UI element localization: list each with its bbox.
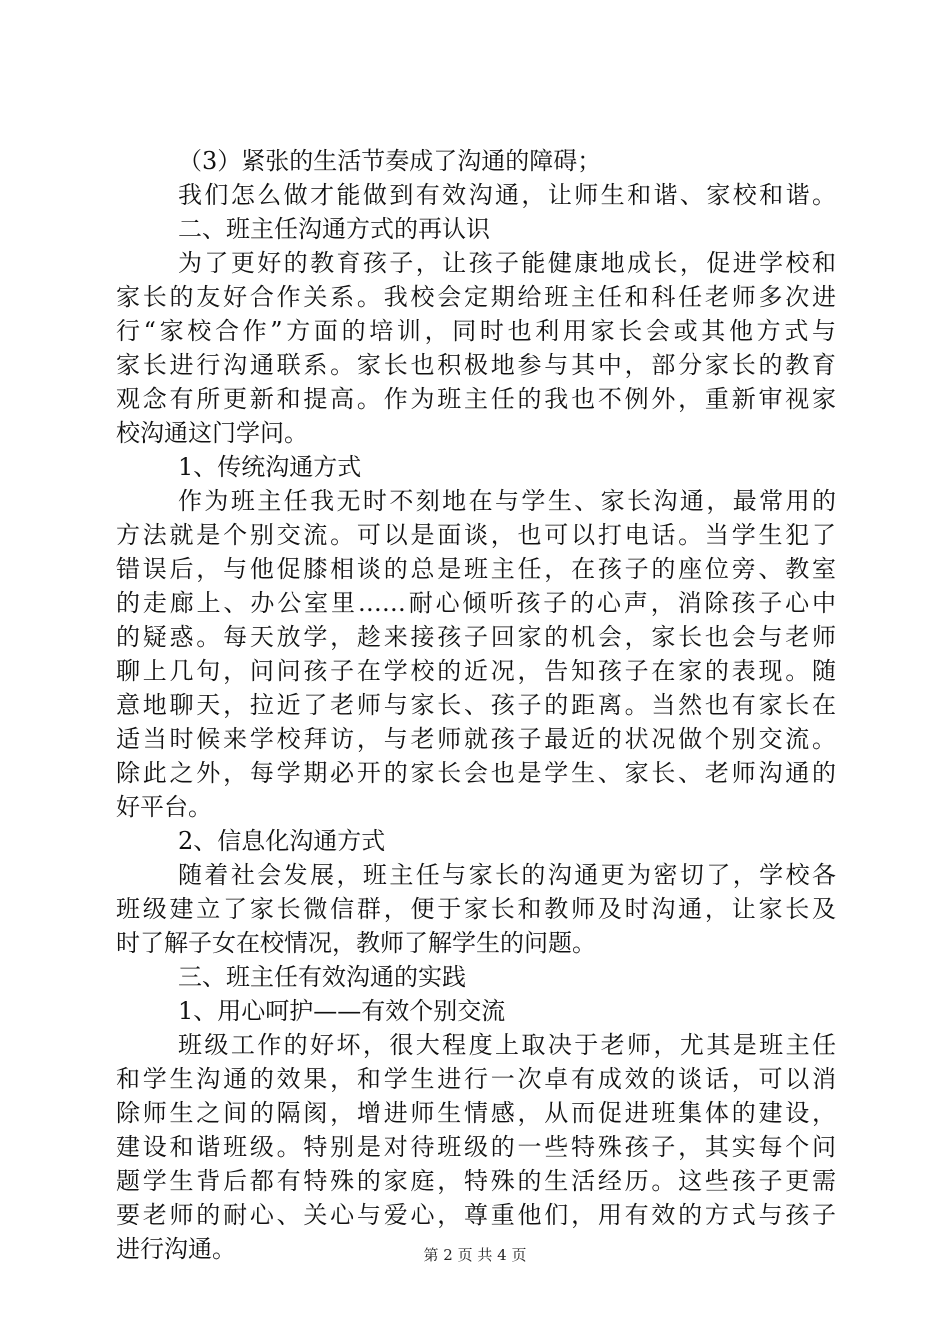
text-line: 家长进行沟通联系。家长也积极地参与其中，部分家长的教育 xyxy=(116,351,836,379)
text-line: 好平台。 xyxy=(116,793,212,821)
text-line: 行“家校合作”方面的培训，同时也利用家长会或其他方式与 xyxy=(116,317,836,345)
text-line: 聊上几句，问问孩子在学校的近况，告知孩子在家的表现。随 xyxy=(116,657,836,685)
text-line: 适当时候来学校拜访，与老师就孩子最近的状况做个别交流。 xyxy=(116,725,836,753)
text-line: 班级工作的好坏，很大程度上取决于老师，尤其是班主任 xyxy=(178,1031,836,1059)
text-line: 校沟通这门学问。 xyxy=(116,419,308,447)
document-body xyxy=(116,144,836,1266)
text-line: 作为班主任我无时不刻地在与学生、家长沟通，最常用的 xyxy=(178,487,836,515)
text-line: 二、班主任沟通方式的再认识 xyxy=(178,215,490,243)
text-line: 随着社会发展，班主任与家长的沟通更为密切了，学校各 xyxy=(178,861,836,889)
text-line: 要老师的耐心、关心与爱心，尊重他们，用有效的方式与孩子 xyxy=(116,1201,836,1229)
text-line: 1、传统沟通方式 xyxy=(178,453,362,481)
text-line: 三、班主任有效沟通的实践 xyxy=(178,963,466,991)
text-line: 建设和谐班级。特别是对待班级的一些特殊孩子，其实每个问 xyxy=(116,1133,836,1161)
page-footer: 第 2 页 共 4 页 xyxy=(423,1246,527,1264)
text-line: 除师生之间的隔阂，增进师生情感，从而促进班集体的建设， xyxy=(116,1099,836,1127)
text-line: 2、信息化沟通方式 xyxy=(178,827,386,855)
text-line: 除此之外，每学期必开的家长会也是学生、家长、老师沟通的 xyxy=(116,759,836,787)
text-line: 观念有所更新和提高。作为班主任的我也不例外，重新审视家 xyxy=(116,385,836,413)
text-line: 和学生沟通的效果，和学生进行一次卓有成效的谈话，可以消 xyxy=(116,1065,836,1093)
text-line: 的疑惑。每天放学，趁来接孩子回家的机会，家长也会与老师 xyxy=(116,623,836,651)
text-line: （3）紧张的生活节奏成了沟通的障碍； xyxy=(178,147,602,175)
text-line: 题学生背后都有特殊的家庭，特殊的生活经历。这些孩子更需 xyxy=(116,1167,836,1195)
text-line: 意地聊天，拉近了老师与家长、孩子的距离。当然也有家长在 xyxy=(116,691,836,719)
text-line: 班级建立了家长微信群，便于家长和教师及时沟通，让家长及 xyxy=(116,895,836,923)
text-line: 的走廊上、办公室里……耐心倾听孩子的心声，消除孩子心中 xyxy=(116,589,836,617)
text-line: 时了解子女在校情况，教师了解学生的问题。 xyxy=(116,929,596,957)
text-line: 家长的友好合作关系。我校会定期给班主任和科任老师多次进 xyxy=(116,283,836,311)
text-line: 进行沟通。 xyxy=(116,1235,236,1263)
text-line: 为了更好的教育孩子，让孩子能健康地成长，促进学校和 xyxy=(178,249,836,277)
text-line: 1、用心呵护——有效个别交流 xyxy=(178,997,506,1025)
text-line: 错误后，与他促膝相谈的总是班主任，在孩子的座位旁、教室 xyxy=(116,555,836,583)
text-line: 我们怎么做才能做到有效沟通，让师生和谐、家校和谐。 xyxy=(178,181,836,209)
text-line: 方法就是个别交流。可以是面谈，也可以打电话。当学生犯了 xyxy=(116,521,836,549)
